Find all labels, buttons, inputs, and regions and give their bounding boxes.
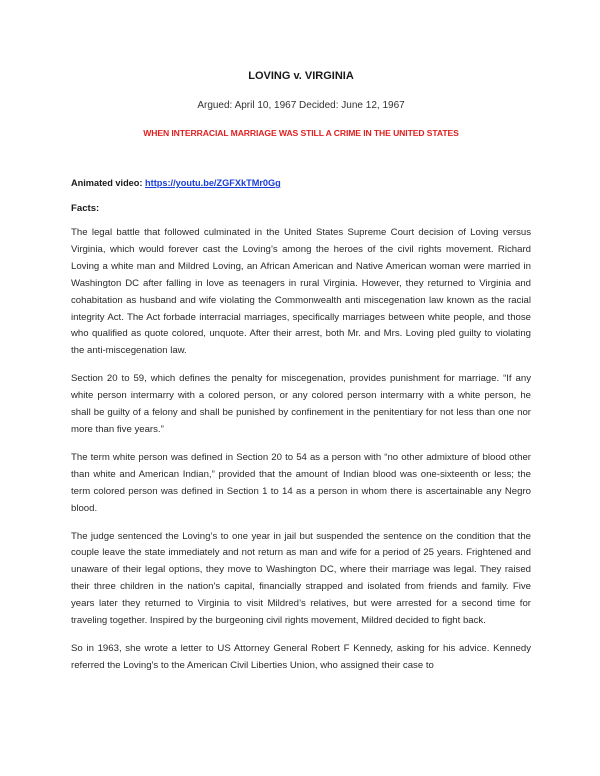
facts-heading: Facts: <box>71 203 100 214</box>
paragraph-background: The legal battle that followed culminated in the United States Supreme Court decision of Loving versus Virginia, which would forever cast the Loving’s among the heroes of the civil rights movement. Richard Loving a white man and Mildred Loving, an African American and Native American woman were married in Washington DC after falling in love as teenagers in rural Virginia. However, they returned to Virginia and cohabitation as husband and wife violating the Commonwealth anti miscegenation law known as the racial integrity Act. The Act forbade interracial marriages, specifically marriages between white people, and those who qualified as quote colored, unquote. After their arrest, both Mr. and Mrs. Loving pled guilty to violating the anti-miscegenation law. <box>71 227 531 357</box>
video-link[interactable]: https://youtu.be/ZGFXkTMr0Gg <box>145 178 281 188</box>
paragraph-sentence: The judge sentenced the Loving’s to one year in jail but suspended the sentence on the condition that the couple leave the state immediately and not return as man and wife for a period of 25 years. Frightened and unaware of their legal options, they move to Washington DC, where their marriage was legal. They raised their three children in the nation's capital, financially strapped and isolated from friends and family. Five years later they returned to Virginia to visit Mildred’s relatives, but were arrested for a second time for traveling together. Inspired by the burgeoning civil rights movement, Mildred decided to fight back. <box>71 530 531 627</box>
paragraph-kennedy-letter: So in 1963, she wrote a letter to US Attorney General Robert F Kennedy, asking for his advice. Kennedy referred the Loving's to the American Civil Liberties Union, who assigned their case to <box>71 642 531 671</box>
document-content <box>71 70 531 686</box>
animated-video-line <box>71 178 531 188</box>
document-title: LOVING v. VIRGINIA <box>248 70 354 82</box>
paragraph-section-20-59: Section 20 to 59, which defines the penalty for miscegenation, provides punishment for marriage. “If any white person intermarry with a colored person, or any colored person intermarry with a white person, he shall be guilty of a felony and shall be punished by confinement in the penitentiary for not less than one nor more than five years.” <box>71 373 531 435</box>
paragraph-term-definitions: The term white person was defined in Section 20 to 54 as a person with “no other admixture of blood other than white and American Indian,” provided that the amount of Indian blood was one-sixteenth or less; the term colored person was defined in Section 1 to 14 as a person in whom there is ascertainable any Negro blood. <box>71 451 531 514</box>
video-label: Animated video: <box>71 178 146 188</box>
document-subtitle: WHEN INTERRACIAL MARRIAGE WAS STILL A CRIME IN THE UNITED STATES <box>143 128 459 138</box>
argued-decided-line: Argued: April 10, 1967 Decided: June 12, 1967 <box>197 100 405 111</box>
